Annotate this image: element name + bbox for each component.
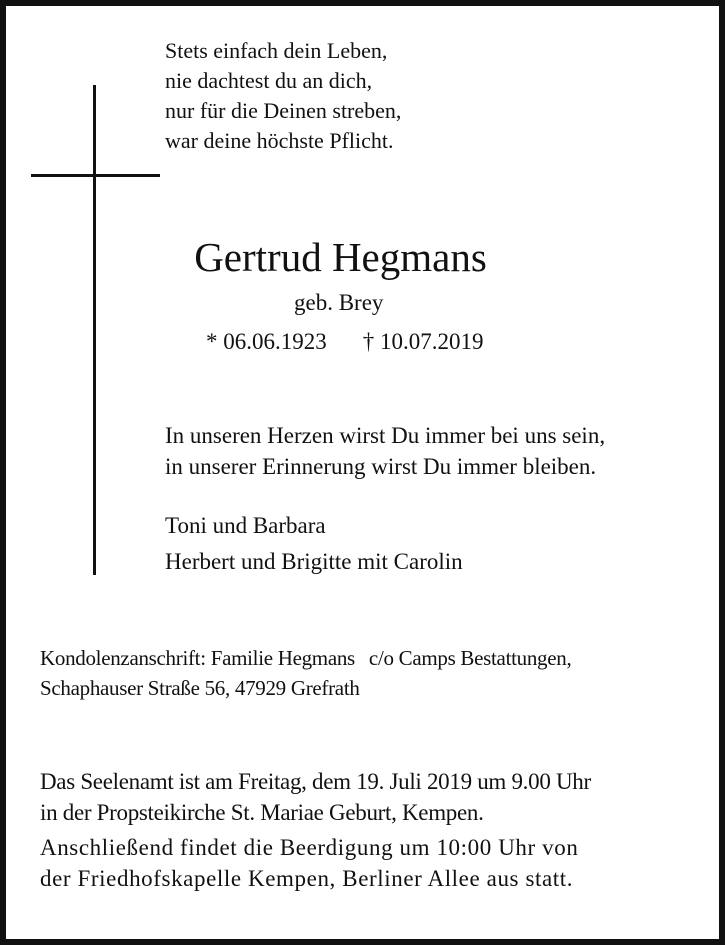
deceased-name-block — [6, 233, 719, 281]
death-date: † 10.07.2019 — [362, 329, 484, 354]
burial-line: der Friedhofskapelle Kempen, Berliner Allee aus statt. — [40, 866, 574, 891]
mourner: Herbert und Brigitte mit Carolin — [165, 549, 463, 574]
poem-line: nur für die Deinen streben, — [165, 98, 402, 123]
obituary-notice — [6, 6, 719, 939]
memorial-poem — [165, 36, 401, 156]
service-line: Das Seelenamt ist am Freitag, dem 19. Juli 2019 um 9.00 Uhr — [40, 769, 591, 794]
address-care-of: c/o Camps Bestattungen, — [368, 646, 572, 670]
birth-date: * 06.06.1923 — [206, 329, 327, 354]
remembrance-verse — [165, 420, 605, 482]
condolence-address — [40, 643, 571, 703]
service-line: in der Propsteikirche St. Mariae Geburt, Kempen. — [40, 800, 484, 825]
cross-icon-vertical — [93, 85, 96, 575]
requiem-service-info — [40, 766, 591, 828]
deceased-name: Gertrud Hegmans — [194, 234, 487, 280]
cross-icon-horizontal — [31, 174, 160, 177]
verse-line: In unseren Herzen wirst Du immer bei uns sein, — [165, 423, 606, 448]
mourners-list — [165, 508, 463, 580]
address-line-2: Schaphauser Straße 56, 47929 Grefrath — [40, 676, 360, 700]
burial-info — [40, 832, 578, 894]
burial-line: Anschließend findet die Beerdigung um 10:00 Uhr von — [40, 835, 579, 860]
poem-line: war deine höchste Pflicht. — [165, 128, 394, 153]
life-dates — [206, 327, 484, 357]
poem-line: Stets einfach dein Leben, — [165, 38, 388, 63]
address-label: Kondolenzanschrift: Familie Hegmans — [40, 646, 355, 670]
maiden-name: geb. Brey — [294, 290, 384, 315]
address-line-1 — [40, 643, 571, 673]
mourner: Toni und Barbara — [165, 513, 326, 538]
verse-line: in unserer Erinnerung wirst Du immer bleiben. — [165, 454, 597, 479]
poem-line: nie dachtest du an dich, — [165, 68, 373, 93]
